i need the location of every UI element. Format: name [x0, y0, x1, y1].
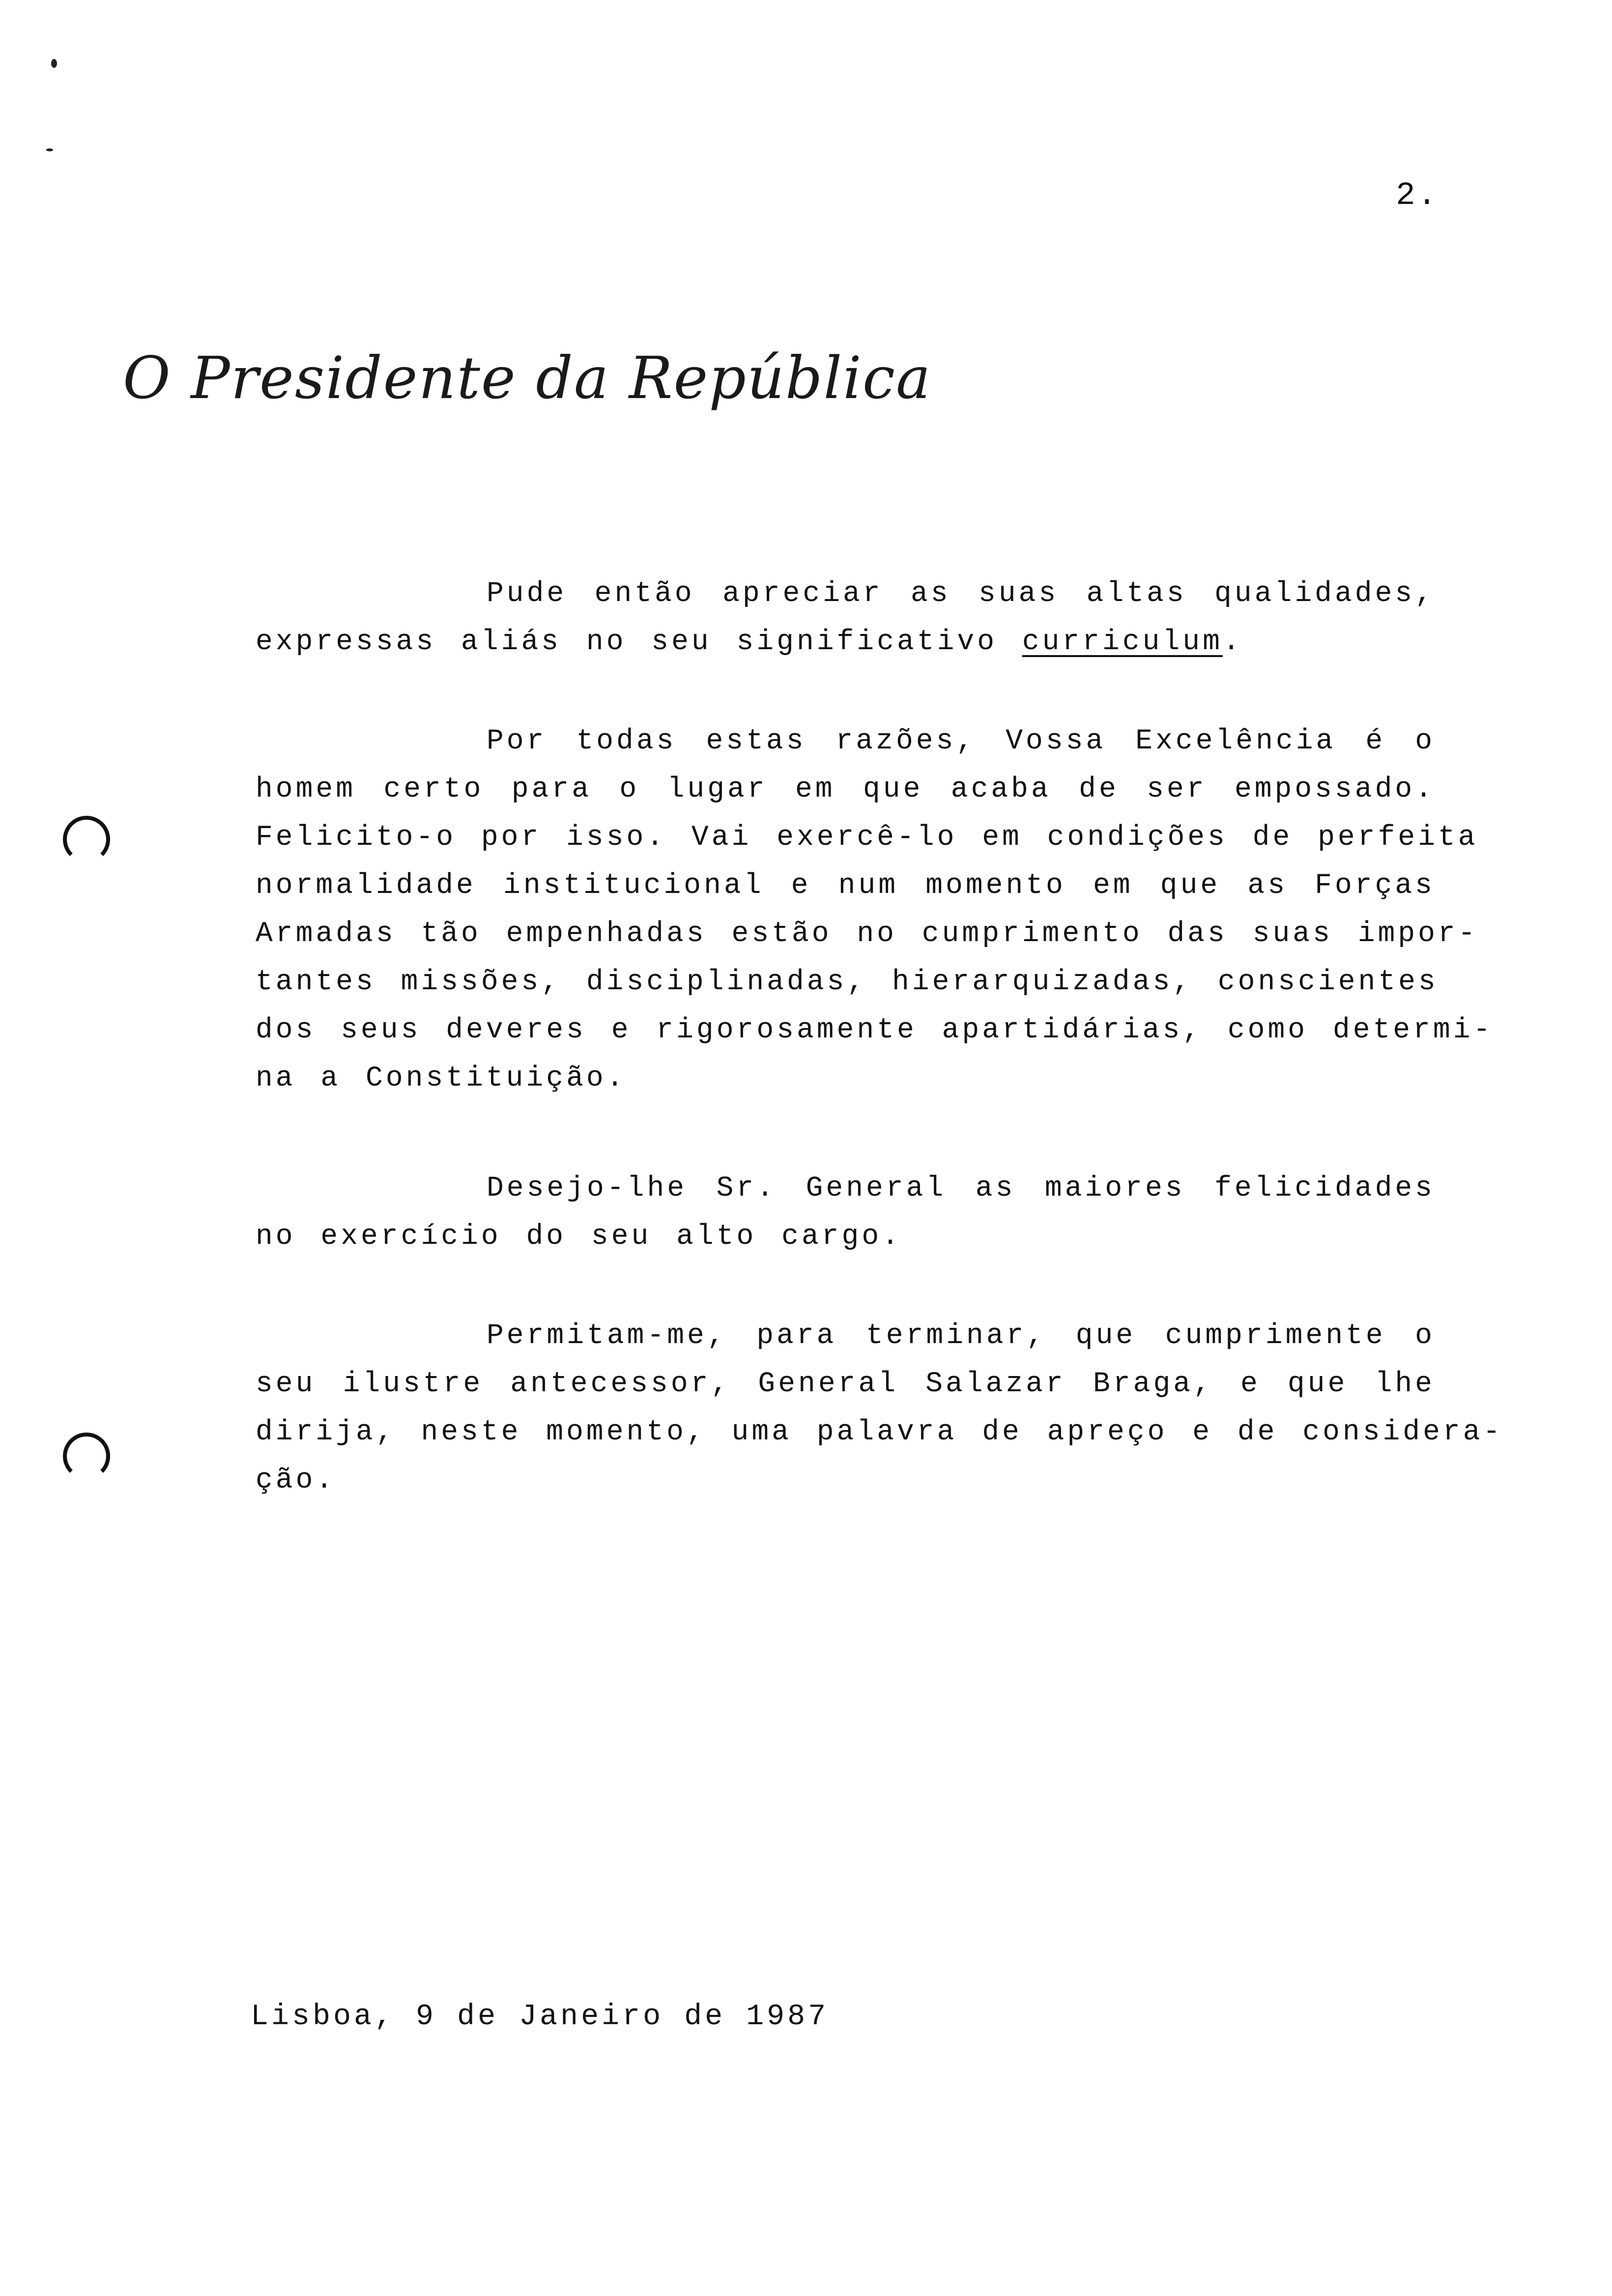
punch-hole: [63, 1433, 110, 1480]
ink-speck: [46, 148, 53, 151]
paragraph-line: Por todas estas razões, Vossa Excelência é o: [487, 725, 1435, 757]
paragraph-line: Permitam-me, para terminar, que cumprimente o: [487, 1320, 1435, 1352]
paragraph-line: Armadas tão empenhadas estão no cumprimento das suas impor-: [256, 918, 1478, 950]
text-span: expressas aliás no seu significativo: [256, 626, 1022, 658]
paragraph-line: no exercício do seu alto cargo.: [256, 1221, 902, 1253]
paragraph-line: Pude então apreciar as suas altas qualidades,: [487, 578, 1435, 610]
paragraph-4: [256, 1312, 1503, 1505]
paragraph-line: na a Constituição.: [256, 1062, 627, 1094]
page-number: 2.: [1396, 177, 1439, 214]
paragraph-line: normalidade institucional e num momento em que as Forças: [256, 870, 1435, 902]
letterhead-title: O Presidente da República: [123, 344, 932, 412]
paragraph-line: Desejo-lhe Sr. General as maiores felicidades: [487, 1173, 1435, 1205]
paragraph-2: [256, 718, 1494, 1103]
underlined-word: curriculum: [1022, 626, 1223, 658]
paragraph-line: ção.: [256, 1464, 336, 1496]
place-and-date: Lisboa, 9 de Janeiro de 1987: [251, 2000, 829, 2034]
paragraph-line: dirija, neste momento, uma palavra de apreço e de considera-: [256, 1416, 1503, 1448]
paragraph-3: [256, 1165, 1435, 1261]
paragraph-line: seu ilustre antecessor, General Salazar Braga, e que lhe: [256, 1368, 1435, 1400]
paragraph-line: dos seus deveres e rigorosamente apartidárias, como determi-: [256, 1014, 1494, 1046]
ink-speck: [51, 59, 57, 68]
paragraph-1: [256, 570, 1435, 666]
paragraph-line: [256, 618, 1435, 666]
paragraph-line: homem certo para o lugar em que acaba de ser empossado.: [256, 774, 1435, 805]
paragraph-line: tantes missões, disciplinadas, hierarquizadas, conscientes: [256, 966, 1439, 998]
text-span: .: [1222, 626, 1243, 658]
paragraph-line: Felicito-o por isso. Vai exercê-lo em condições de perfeita: [256, 822, 1478, 854]
punch-hole: [63, 816, 110, 863]
